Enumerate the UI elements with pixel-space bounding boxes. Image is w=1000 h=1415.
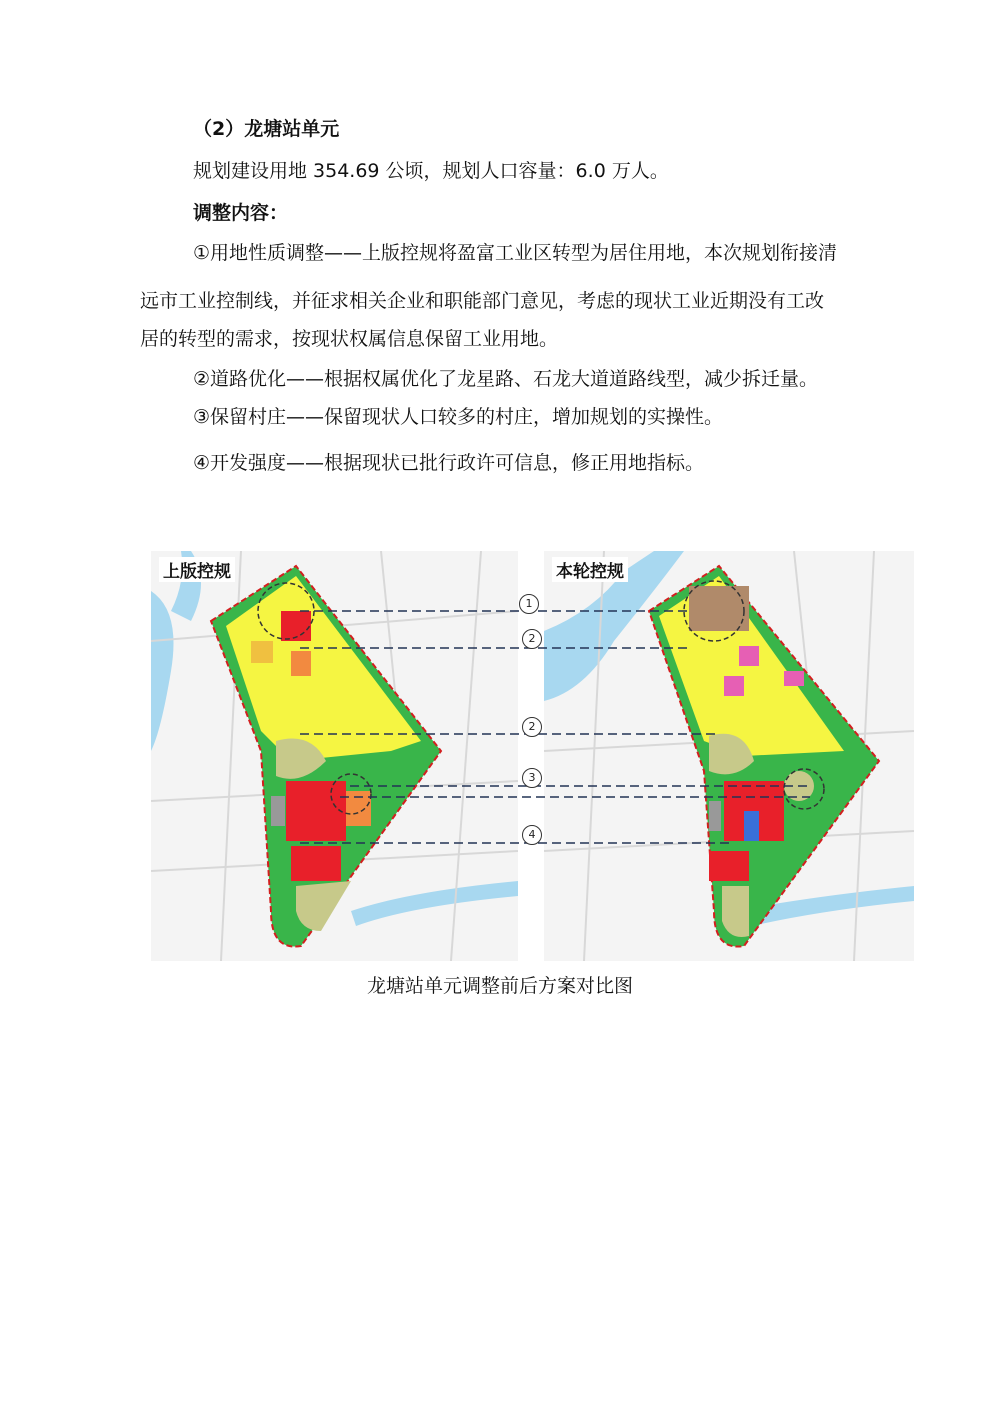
marker-2b: 2 xyxy=(522,717,542,737)
item4-text: ④开发强度——根据现状已批行政许可信息，修正用地指标。 xyxy=(193,452,705,474)
item1-line1: ①用地性质调整——上版控规将盈富工业区转型为居住用地，本次规划衔接清 xyxy=(193,242,838,264)
summary-text: 规划建设用地 354.69 公顷，规划人口容量：6.0 万人。 xyxy=(193,160,669,182)
map-previous-plan xyxy=(151,551,518,961)
marker-1: 1 xyxy=(519,594,539,614)
marker-2a: 2 xyxy=(522,629,542,649)
marker-4: 4 xyxy=(522,825,542,845)
marker-3: 3 xyxy=(522,768,542,788)
item2-text: ②道路优化——根据权属优化了龙星路、石龙大道道路线型，减少拆迁量。 xyxy=(193,368,819,390)
map-previous-label: 上版控规 xyxy=(159,557,235,582)
adjust-heading: 调整内容： xyxy=(193,202,289,224)
map-current-graphic xyxy=(544,551,914,961)
figure-caption: 龙塘站单元调整前后方案对比图 xyxy=(366,975,633,997)
section-title: （2）龙塘站单元 xyxy=(193,118,340,140)
item3-text: ③保留村庄——保留现状人口较多的村庄，增加规划的实操性。 xyxy=(193,406,724,428)
map-current-plan xyxy=(544,551,914,961)
item1-line3: 居的转型的需求，按现状权属信息保留工业用地。 xyxy=(140,328,559,350)
map-previous-graphic xyxy=(151,551,518,961)
item1-line2: 远市工业控制线，并征求相关企业和职能部门意见，考虑的现状工业近期没有工改 xyxy=(140,290,825,312)
map-current-label: 本轮控规 xyxy=(552,557,628,582)
